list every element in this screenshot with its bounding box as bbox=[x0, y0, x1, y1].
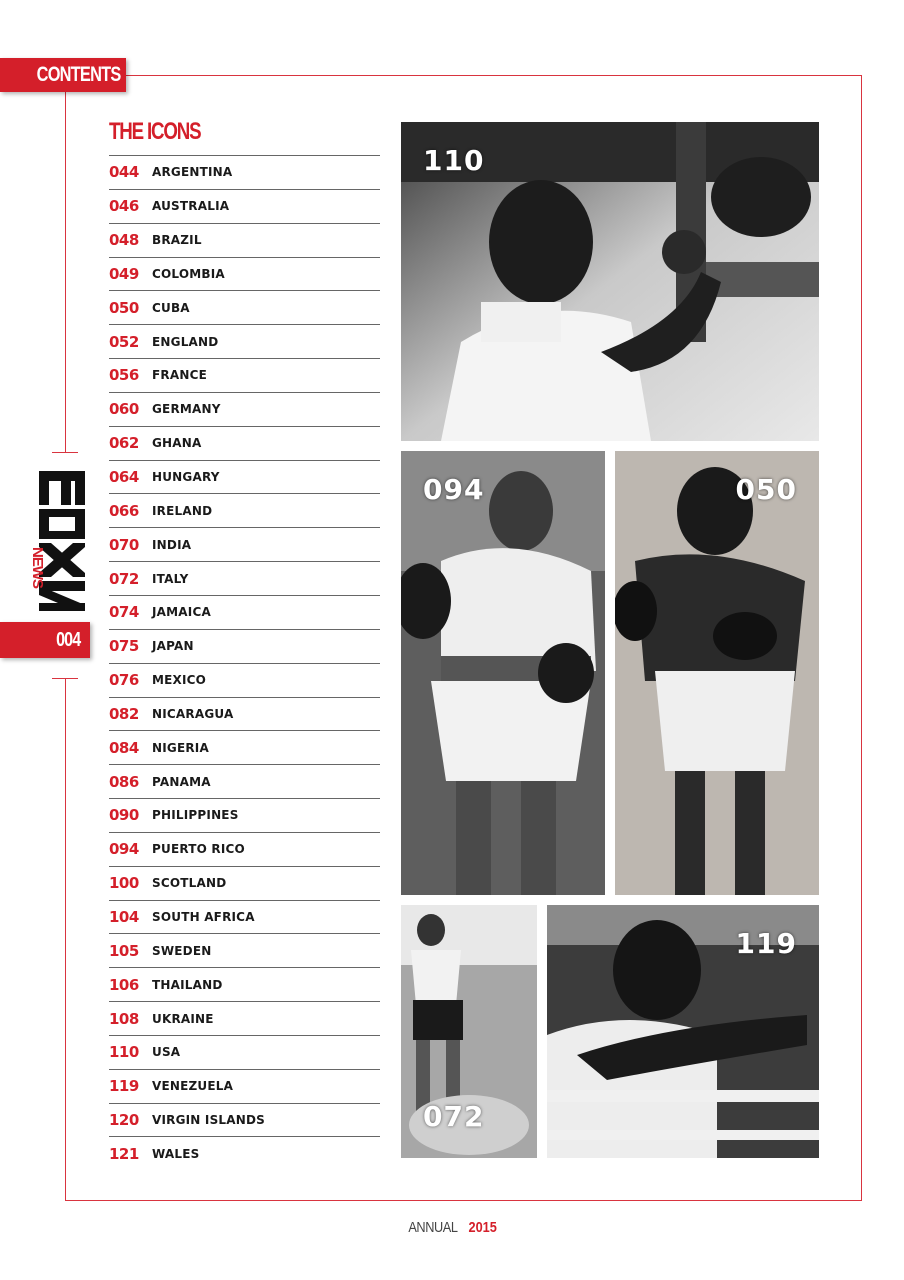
contents-item-page: 072 bbox=[109, 569, 139, 588]
contents-item-country: GERMANY bbox=[152, 402, 221, 417]
page-footer bbox=[0, 1219, 904, 1236]
contents-item-country: COLOMBIA bbox=[152, 266, 225, 281]
footer-label: ANNUAL bbox=[408, 1219, 458, 1236]
contents-item[interactable] bbox=[109, 900, 380, 934]
footer-year: 2015 bbox=[468, 1219, 498, 1236]
contents-item-country: HUNGARY bbox=[152, 470, 220, 485]
contents-item-page: 060 bbox=[109, 400, 139, 419]
contents-item[interactable] bbox=[109, 493, 380, 527]
contents-item-page: 100 bbox=[109, 874, 139, 893]
contents-item[interactable] bbox=[109, 290, 380, 324]
contents-item-page: 084 bbox=[109, 738, 139, 757]
contents-item-page: 086 bbox=[109, 772, 139, 791]
contents-item-country: SCOTLAND bbox=[152, 876, 227, 891]
contents-item[interactable] bbox=[109, 358, 380, 392]
contents-item-page: 050 bbox=[109, 298, 139, 317]
contents-item-country: GHANA bbox=[152, 436, 202, 451]
contents-item-country: INDIA bbox=[152, 537, 192, 552]
contents-item-page: 121 bbox=[109, 1144, 139, 1163]
contents-item[interactable] bbox=[109, 223, 380, 257]
contents-item-country: MEXICO bbox=[152, 673, 207, 688]
contents-item-country: FRANCE bbox=[152, 368, 207, 383]
photo-image bbox=[401, 451, 605, 895]
contents-item-country: NICARAGUA bbox=[152, 706, 234, 721]
contents-item[interactable] bbox=[109, 595, 380, 629]
contents-item-page: 056 bbox=[109, 366, 139, 385]
contents-item-page: 066 bbox=[109, 501, 139, 520]
contents-item-country: PUERTO RICO bbox=[152, 842, 245, 857]
contents-item[interactable] bbox=[109, 155, 380, 189]
photo-page-number: 094 bbox=[423, 473, 485, 506]
contents-item-country: ENGLAND bbox=[152, 334, 219, 349]
photo-boxer-italy bbox=[401, 905, 537, 1158]
section-title: THE ICONS bbox=[109, 118, 201, 145]
contents-item-page: 105 bbox=[109, 941, 139, 960]
photo-boxer-lonsdale bbox=[401, 451, 605, 895]
frame-left-line bbox=[65, 75, 66, 452]
contents-item-page: 046 bbox=[109, 197, 139, 216]
contents-item[interactable] bbox=[109, 426, 380, 460]
contents-item-page: 104 bbox=[109, 907, 139, 926]
contents-item-page: 082 bbox=[109, 704, 139, 723]
contents-item-page: 074 bbox=[109, 603, 139, 622]
photo-boxer-cuba bbox=[615, 451, 819, 895]
contents-item[interactable] bbox=[109, 1001, 380, 1035]
contents-item-country: UKRAINE bbox=[152, 1011, 214, 1026]
contents-item-country: PHILIPPINES bbox=[152, 808, 239, 823]
photo-page-number: 050 bbox=[735, 473, 797, 506]
contents-item-country: JAPAN bbox=[152, 639, 194, 654]
photo-image bbox=[615, 451, 819, 895]
contents-item[interactable] bbox=[109, 866, 380, 900]
contents-item[interactable] bbox=[109, 663, 380, 697]
contents-item-country: SOUTH AFRICA bbox=[152, 909, 255, 924]
contents-item[interactable] bbox=[109, 1103, 380, 1137]
contents-item[interactable] bbox=[109, 697, 380, 731]
contents-item-page: 062 bbox=[109, 434, 139, 453]
news-wordmark: NEWS bbox=[29, 547, 46, 588]
photo-ali bbox=[401, 122, 819, 441]
contents-item-page: 052 bbox=[109, 332, 139, 351]
contents-item[interactable] bbox=[109, 561, 380, 595]
contents-list bbox=[109, 155, 380, 1170]
contents-item-country: AUSTRALIA bbox=[152, 199, 230, 214]
frame-left-line bbox=[65, 678, 66, 1201]
contents-item-country: ITALY bbox=[152, 571, 189, 586]
contents-item[interactable] bbox=[109, 189, 380, 223]
photo-page-number: 072 bbox=[423, 1100, 485, 1133]
contents-label: CONTENTS bbox=[36, 63, 120, 86]
contents-item-country: THAILAND bbox=[152, 977, 223, 992]
photo-boxer-venezuela bbox=[547, 905, 819, 1158]
contents-item[interactable] bbox=[109, 1069, 380, 1103]
boxing-news-logo bbox=[25, 465, 89, 615]
contents-item-page: 106 bbox=[109, 975, 139, 994]
contents-item-page: 090 bbox=[109, 806, 139, 825]
photo-page-number: 110 bbox=[423, 144, 485, 177]
contents-item-country: SWEDEN bbox=[152, 943, 212, 958]
contents-item-page: 064 bbox=[109, 468, 139, 487]
contents-item-country: ARGENTINA bbox=[152, 165, 233, 180]
contents-item[interactable] bbox=[109, 257, 380, 291]
contents-item-page: 049 bbox=[109, 264, 139, 283]
contents-item[interactable] bbox=[109, 730, 380, 764]
contents-item[interactable] bbox=[109, 324, 380, 358]
contents-item-country: BRAZIL bbox=[152, 233, 202, 248]
page-number: 004 bbox=[55, 628, 80, 651]
contents-item[interactable] bbox=[109, 629, 380, 663]
contents-item[interactable] bbox=[109, 460, 380, 494]
contents-item-country: VENEZUELA bbox=[152, 1079, 234, 1094]
contents-item[interactable] bbox=[109, 798, 380, 832]
contents-item-page: 070 bbox=[109, 535, 139, 554]
contents-item-country: PANAMA bbox=[152, 774, 211, 789]
contents-item-country: JAMAICA bbox=[152, 605, 211, 620]
contents-item-country: USA bbox=[152, 1045, 181, 1060]
contents-item[interactable] bbox=[109, 832, 380, 866]
contents-item-page: 075 bbox=[109, 637, 139, 656]
contents-item-country: IRELAND bbox=[152, 503, 213, 518]
contents-item[interactable] bbox=[109, 1136, 380, 1170]
contents-item[interactable] bbox=[109, 527, 380, 561]
contents-item-page: 120 bbox=[109, 1111, 139, 1130]
contents-item[interactable] bbox=[109, 764, 380, 798]
contents-item[interactable] bbox=[109, 1035, 380, 1069]
contents-item-country: VIRGIN ISLANDS bbox=[152, 1113, 266, 1128]
contents-item-page: 094 bbox=[109, 840, 139, 859]
contents-item-page: 044 bbox=[109, 163, 139, 182]
contents-item-page: 048 bbox=[109, 231, 139, 250]
photo-page-number: 119 bbox=[735, 927, 797, 960]
page-number-tab bbox=[0, 622, 90, 658]
contents-item-page: 119 bbox=[109, 1077, 139, 1096]
contents-item-country: NIGERIA bbox=[152, 740, 209, 755]
contents-item-page: 110 bbox=[109, 1043, 139, 1062]
contents-item[interactable] bbox=[109, 933, 380, 967]
contents-item[interactable] bbox=[109, 392, 380, 426]
contents-tab bbox=[0, 58, 126, 92]
frame-tick bbox=[52, 678, 78, 679]
contents-item[interactable] bbox=[109, 967, 380, 1001]
contents-item-page: 108 bbox=[109, 1009, 139, 1028]
contents-item-page: 076 bbox=[109, 671, 139, 690]
contents-item-country: CUBA bbox=[152, 300, 190, 315]
frame-tick bbox=[52, 452, 78, 453]
contents-item-country: WALES bbox=[152, 1146, 200, 1161]
